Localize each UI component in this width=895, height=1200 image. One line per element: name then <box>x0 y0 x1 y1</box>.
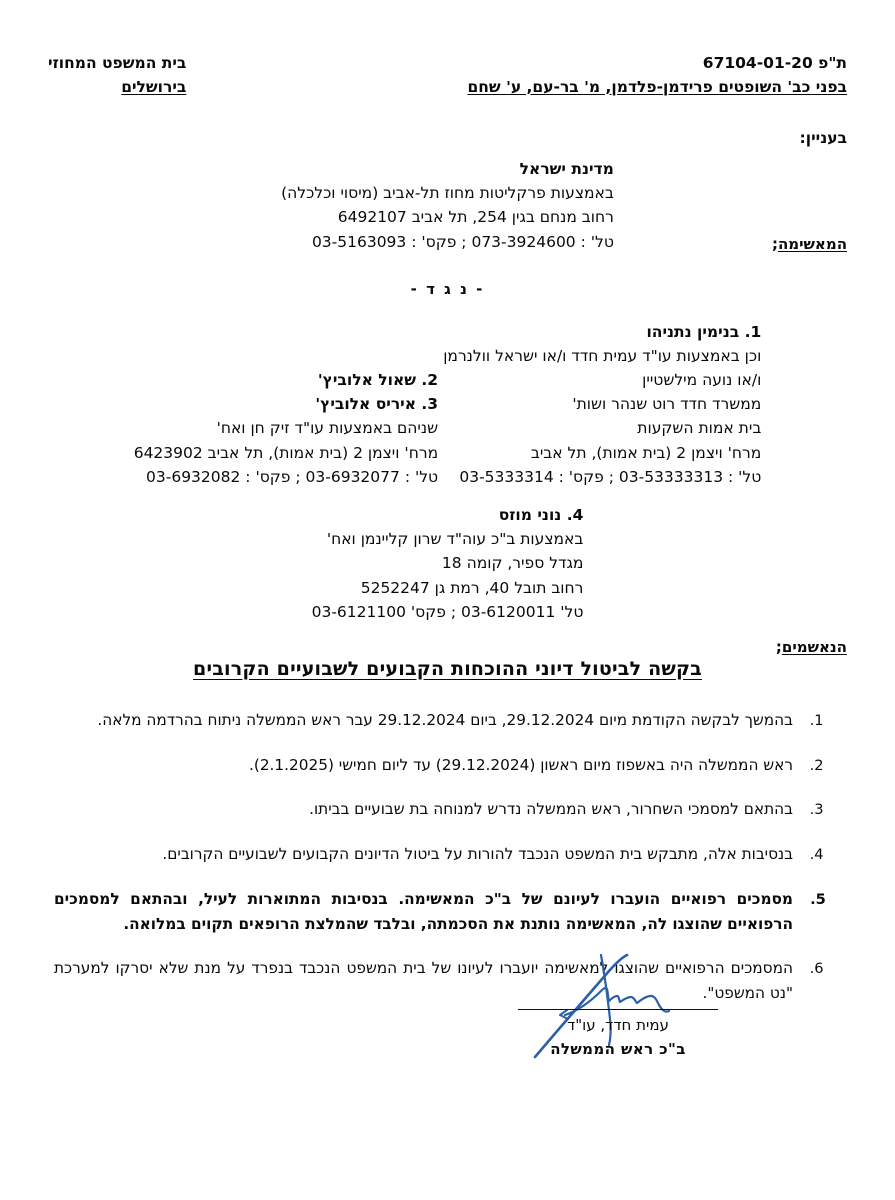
page-title: בקשה לביטול דיוני ההוכחות הקבועים לשבועיים הקרובים <box>193 657 702 680</box>
defendant-detail: טל' 03-6120011 ; פקס' 03-6121100 <box>311 602 584 621</box>
clause-list <box>54 708 839 1006</box>
defendant-detail: מגדל ספיר, קומה 18 <box>441 554 584 573</box>
clause-item: 5. מסמכים רפואיים הועברו לעיונם של ב"כ המאשימה. בנסיבות המתוארות לעיל, ובהתאם למסמכים הרפואיים שהוצגו לה, המאשימה נותנת את הסכמתה, ובלבד שהמלצת הרופאים תקוים במלואה. <box>54 887 805 937</box>
signatory-name: עמית חדד, עו"ד <box>567 1016 669 1034</box>
prosecution-address: רחוב מנחם בגין 254, תל אביב 6492107 <box>337 208 614 227</box>
defendant-detail: שניהם באמצעות עו"ד זיק חן ואח' <box>216 419 439 438</box>
defendant-name: 3. איריס אלוביץ' <box>315 395 439 414</box>
bench-line: בפני כב' השופטים פרידמן-פלדמן, מ' בר-עם, ע' שחם <box>467 77 847 96</box>
case-identification <box>467 52 847 99</box>
defendant-detail: בית אמות השקעות <box>637 419 762 438</box>
defendants-block <box>48 320 847 656</box>
defendant-name: 4. נוני מוזס <box>498 505 584 524</box>
clause-item: 3. בהתאם למסמכי השחרור, ראש הממשלה נדרש למנוחה בת שבועיים בביתו. <box>54 797 805 822</box>
prosecution-block <box>48 157 847 254</box>
signatory-role: ב"כ ראש הממשלה <box>550 1040 686 1058</box>
clause-item: 6. המסמכים הרפואיים שהוצגו למאשימה יועברו לעיונו של בית המשפט הנכבד בנפרד על מנת שלא יסרקו למערכת "נט המשפט". <box>54 956 805 1006</box>
defendant-name: 2. שאול אלוביץ' <box>317 371 439 390</box>
defendant-name: 1. בנימין נתניהו <box>646 322 762 341</box>
signature-block <box>493 975 743 1058</box>
signature-line <box>518 1009 718 1010</box>
defendant-detail: רחוב תובל 40, רמת גן 5252247 <box>360 578 584 597</box>
clause-item: 1. בהמשך לבקשה הקודמת מיום 29.12.2024, ביום 29.12.2024 עבר ראש הממשלה ניתוח בהרדמה מלאה. <box>54 708 805 733</box>
defendant-detail: באמצעות ב"כ עוה"ד שרון קליינמן ואח' <box>326 530 584 549</box>
defendant-entry <box>443 320 761 489</box>
defendant-entry <box>134 368 438 489</box>
court-name: בית המשפט המחוזי <box>48 54 187 72</box>
prosecution-name: מדינת ישראל <box>519 160 614 179</box>
defendant-detail: טל' : 03-53333313 ; פקס' : 03-5333314 <box>459 467 762 486</box>
document-header <box>48 52 847 99</box>
defendant-detail: ו/או נועה מילשטיין <box>642 371 762 390</box>
case-number: ת"פ 67104-01-20 <box>702 54 847 72</box>
defendants-side-label: הנאשמים; <box>775 637 847 656</box>
defendant-detail: מרח' ויצמן 2 (בית אמות), תל אביב <box>530 443 762 462</box>
clause-item: 2. ראש הממשלה היה באשפוז מיום ראשון (29.12.2024) עד ליום חמישי (2.1.2025). <box>54 753 805 778</box>
prosecution-contact: טל' : 073-3924600 ; פקס' : 03-5163093 <box>311 232 614 251</box>
defendant-detail: וכן באמצעות עו"ד עמית חדד ו/או ישראל וולנרמן <box>443 346 762 365</box>
court-city: בירושלים <box>121 77 187 96</box>
prosecution-details <box>281 157 614 254</box>
defendant-detail: ממשרד חדד רוט שנהר ושות' <box>572 395 762 414</box>
defendant-entry <box>312 503 584 624</box>
matter-label: בעניין: <box>799 129 847 148</box>
defendant-detail: טל' : 03-6932077 ; פקס' : 03-6932082 <box>146 467 439 486</box>
clause-item: 4. בנסיבות אלה, מתבקש בית המשפט הנכבד להורות על ביטול הדיונים הקבועים לשבועיים הקרובים. <box>54 842 805 867</box>
prosecution-side-label: המאשימה; <box>771 235 847 254</box>
defendant-detail: מרח' ויצמן 2 (בית אמות), תל אביב 6423902 <box>133 443 439 462</box>
versus-separator: - נ ג ד - <box>410 279 485 298</box>
court-identification <box>48 52 186 99</box>
prosecution-representation: באמצעות פרקליטות מחוז תל-אביב (מיסוי וכלכלה) <box>281 184 614 203</box>
